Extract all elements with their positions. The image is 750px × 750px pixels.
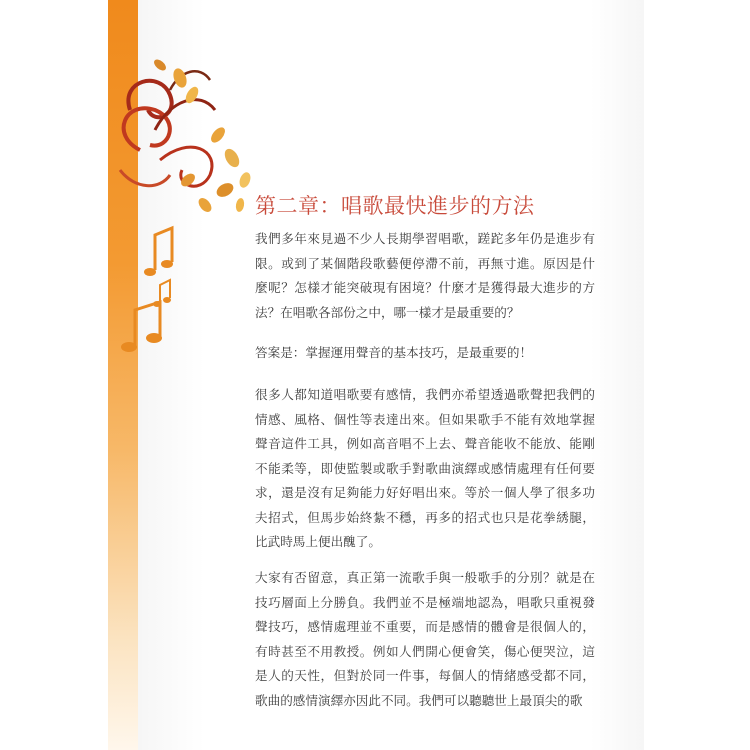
chapter-title: 第二章：唱歌最快進步的方法 bbox=[255, 194, 535, 218]
swirl-ornament bbox=[120, 71, 215, 186]
paragraph-2: 答案是：掌握運用聲音的基本技巧，是最重要的！ bbox=[255, 345, 533, 360]
paragraph-3: 很多人都知道唱歌要有感情，我們亦希望透過歌聲把我們的情感、風格、個性等表達出來。但如果歌手不能有效地掌握聲音這件工具，例如高音唱不上去、聲音能收不能放、能剛不能柔等，即使監製或歌手對歌曲演繹或感情處理有任何要求，還是沒有足夠能力好好唱出來。等於一個人學了很多功夫招式，但馬步始終紮不穩，再多的招式也只是花拳綉腿，比武時馬上便出醜了。 bbox=[255, 387, 595, 549]
paragraph-1: 我們多年來見過不少人長期學習唱歌，蹉跎多年仍是進步有限。或到了某個階段歌藝便停滯不前，再無寸進。原因是什麼呢？怎樣才能突破現有困境？什麼才是獲得最大進步的方法？在唱歌各部份之中，哪一樣才是最重要的？ bbox=[255, 231, 595, 320]
music-note-icons bbox=[121, 228, 173, 352]
paragraph-4: 大家有否留意，真正第一流歌手與一般歌手的分別？就是在技巧層面上分勝負。我們並不是極端地認為，唱歌只重視發聲技巧，感情處理並不重要，而是感情的體會是很個人的，有時甚至不用教授。例如人們開心便會笑，傷心便哭泣，這是人的天性，但對於同一件事，每個人的情緒感受都不同，歌曲的感情演繹亦因此不同。我們可以聽聽世上最頂尖的歌 bbox=[255, 570, 595, 708]
floral-music-notes-decoration bbox=[100, 40, 260, 360]
